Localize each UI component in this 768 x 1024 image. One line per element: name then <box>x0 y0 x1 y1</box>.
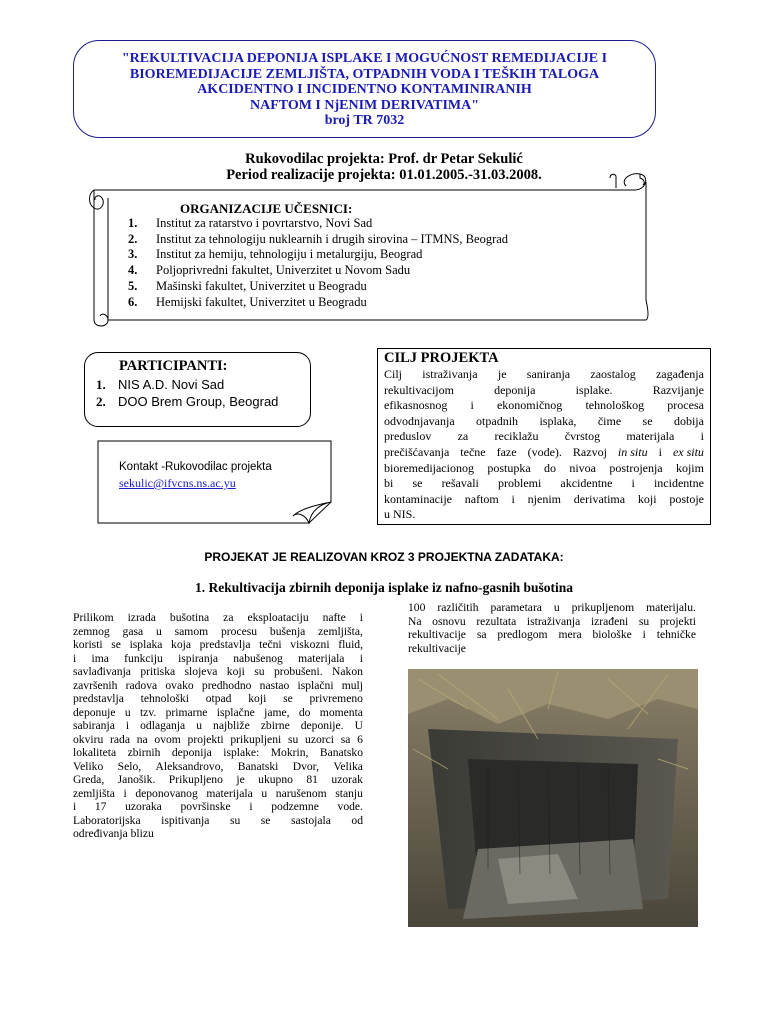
word: predhodno <box>201 678 252 692</box>
word: se <box>412 476 423 491</box>
word: Veliko <box>73 759 104 773</box>
word: isplake. <box>575 382 613 397</box>
word: materijala <box>298 651 345 665</box>
title-line: BIOREMEDIJACIJE ZEMLJIŠTA, OTPADNIH VODA I TEŠKIH TALOGA <box>129 66 600 82</box>
participants-title: PARTICIPANTI: <box>119 358 228 374</box>
word: u <box>553 601 560 614</box>
word: i <box>470 398 474 413</box>
goal-text <box>384 367 704 523</box>
word: koristi <box>73 638 103 651</box>
word: rezultata <box>476 614 517 628</box>
word: ispiranja <box>178 651 218 665</box>
word: njenim <box>527 491 561 506</box>
word: Nakon <box>332 665 363 678</box>
word: rekultivacije <box>408 628 466 641</box>
word: koji <box>248 692 267 705</box>
word: zemnog <box>73 624 110 638</box>
word: Prikupljeno <box>168 773 223 786</box>
word: U <box>354 719 363 732</box>
word: fluid, <box>338 638 363 651</box>
word: otpadnih <box>476 413 519 428</box>
word: različitih <box>437 601 479 614</box>
word: se <box>283 692 293 705</box>
goal-line <box>384 492 704 508</box>
word: prečišćavanja <box>384 444 450 459</box>
word: pritiska <box>140 665 176 678</box>
word: rešavali <box>441 476 479 491</box>
word: postoje <box>669 491 704 506</box>
word: predstavlja <box>199 638 251 651</box>
word: savlađivanja <box>73 665 131 678</box>
word: Banatsko <box>319 746 363 759</box>
word: i <box>249 800 253 813</box>
word: mera <box>558 628 582 641</box>
word: i <box>73 651 77 665</box>
word: lokaliteta <box>73 746 117 759</box>
word: na <box>136 732 148 746</box>
word: za <box>223 611 234 624</box>
word: ukupno <box>258 773 293 786</box>
word: podzemne <box>271 800 319 813</box>
goal-line <box>384 367 704 383</box>
word: i <box>631 476 635 491</box>
word: u <box>124 705 131 719</box>
word: efikasnosnog <box>384 398 448 413</box>
word: kojim <box>675 460 704 475</box>
paragraph-line <box>73 611 363 625</box>
word: osnovu <box>432 614 466 628</box>
word: ovom <box>154 732 181 746</box>
word: reciklažu <box>494 429 539 444</box>
word: Selo, <box>117 759 142 773</box>
right-column-text <box>408 601 696 655</box>
word: nastao <box>259 678 290 692</box>
word: su <box>229 813 241 827</box>
word: materijalu. <box>646 601 696 614</box>
word: uzoraka <box>125 800 162 813</box>
paragraph-line <box>73 652 363 666</box>
word: Cilj <box>384 367 403 381</box>
paragraph-line <box>73 787 363 801</box>
contact-label: Kontakt -Rukovodilac projekta <box>119 461 272 473</box>
title-line: AKCIDENTNO I INCIDENTNO KONTAMINIRANIH <box>197 82 532 98</box>
word: probušeni. <box>273 665 323 678</box>
word: sa <box>476 628 487 641</box>
list-item: 2. Institut za tehnologiju nuklearnih i drugih sirovina – ITMNS, Beograd <box>128 231 509 246</box>
word: tehnološki <box>140 692 189 705</box>
word: zemljišta, <box>318 624 363 638</box>
word: 81 <box>306 773 318 786</box>
word: jame, <box>264 705 290 719</box>
word: čime <box>597 413 622 428</box>
word: koja <box>171 638 191 651</box>
word: mulj <box>341 678 363 692</box>
goal-line <box>384 507 704 523</box>
excavation-photo-image <box>408 669 698 927</box>
word: bi <box>384 476 394 491</box>
paragraph-line <box>73 625 363 639</box>
word: čvrstog <box>564 429 601 444</box>
word: isplačni <box>297 678 334 692</box>
word: Razvijanje <box>652 382 704 397</box>
word: zbirnih <box>127 746 161 759</box>
participants-list <box>96 376 278 410</box>
contact-email-link[interactable]: sekulic@ifvcns.ns.ac.yu <box>119 476 236 490</box>
word: rekultivacije <box>408 641 466 655</box>
word: parametara <box>490 601 542 614</box>
section-heading: PROJEKAT JE REALIZOVAN KROZ 3 PROJEKTNA ZADATAKA: <box>204 550 564 564</box>
list-item: 5. Mašinski fakultet, Univerzitet u Beogradu <box>128 278 367 293</box>
word: tzv. <box>139 705 157 719</box>
word: Na <box>408 614 422 628</box>
word: bioremedijacionog <box>384 460 474 475</box>
word: izrada <box>127 611 156 624</box>
word: vode. <box>337 800 363 813</box>
word: problemi <box>497 476 542 491</box>
word: odvodnjavanja <box>384 413 455 428</box>
word: je <box>497 367 507 381</box>
word: uzorci <box>305 732 334 746</box>
goal-line <box>384 445 704 461</box>
word: in situ <box>617 444 648 459</box>
word: kontaminacije <box>384 491 452 506</box>
word: najbliže <box>213 719 250 732</box>
word: tečne <box>460 444 486 459</box>
word: postupka <box>487 460 531 475</box>
word: nabušenog <box>233 651 283 665</box>
word: i <box>511 491 515 506</box>
word: do <box>298 705 311 719</box>
word: incidentne <box>653 476 704 491</box>
word: prikupljeni <box>230 732 282 746</box>
word: isplaka, <box>539 413 577 428</box>
word: sabiranja <box>73 719 115 732</box>
word: predstavlja <box>73 692 124 705</box>
word: projekti <box>659 614 696 628</box>
word: Dvor, <box>292 759 319 773</box>
word: za <box>457 429 469 444</box>
word: zbirne <box>260 719 290 732</box>
goal-line <box>384 429 704 445</box>
word: materijala <box>206 786 253 800</box>
word: naftom <box>464 491 499 506</box>
word: saniranja <box>526 367 571 381</box>
word: se <box>260 813 271 827</box>
word: ekonomičnog <box>496 398 563 413</box>
word: i <box>359 651 363 665</box>
word: zemljišta <box>73 786 115 800</box>
word: prikupljenom <box>571 601 635 614</box>
word: istraživanja <box>422 367 478 381</box>
word: i <box>123 786 127 800</box>
word: isplake: <box>223 746 260 759</box>
project-period: Period realizacije projekta: 01.01.2005.-31.03.2008. <box>226 167 542 183</box>
project-number: broj TR 7032 <box>324 113 405 129</box>
paragraph-line <box>73 814 363 828</box>
word: su <box>254 665 265 678</box>
word: i <box>73 800 77 813</box>
word: sastojala <box>290 813 331 827</box>
goal-line <box>384 383 704 399</box>
word: projekti <box>187 732 224 746</box>
word: viskozni <box>290 638 330 651</box>
list-item: 6. Hemijski fakultet, Univerzitet u Beogradu <box>128 294 367 309</box>
word: se <box>111 638 121 651</box>
word: momenta <box>319 705 363 719</box>
word: u NIS. <box>384 507 416 522</box>
list-item: 1. Institut za ratarstvo i povrtarstvo, Novi Sad <box>128 216 373 230</box>
word: zaostalog <box>590 367 636 381</box>
word: faze <box>496 444 517 459</box>
word: zagađenja <box>655 367 704 381</box>
goal-line <box>384 414 704 430</box>
word: isplačne <box>216 705 255 719</box>
word: koji <box>226 665 245 678</box>
word: istraživanja <box>526 614 581 628</box>
word: postrojenja <box>609 460 663 475</box>
word: bušenja <box>269 624 306 638</box>
word: Laboratorijska <box>73 813 141 827</box>
word: materijala <box>626 429 675 444</box>
word: izrađeni <box>590 614 629 628</box>
word: otpad <box>205 692 232 705</box>
paragraph-line <box>408 628 696 642</box>
word: završenih <box>73 678 118 692</box>
word: i <box>125 719 130 732</box>
word: određivanja blizu <box>73 827 154 840</box>
word: bušotina <box>169 611 210 624</box>
word: privremeno <box>309 692 363 705</box>
word: deponuje <box>73 705 116 719</box>
word: i <box>642 628 646 641</box>
word: koji <box>637 491 657 506</box>
list-item: 1. NIS A.D. Novi Sad <box>96 377 225 392</box>
paragraph-line <box>73 665 363 679</box>
word: nafte <box>322 611 346 624</box>
goal-line <box>384 461 704 477</box>
word: od <box>351 813 363 827</box>
list-item: 2. DOO Brem Group, Beograd <box>96 394 279 409</box>
word: površinske <box>180 800 231 813</box>
word: Greda, <box>73 773 105 786</box>
word: u <box>261 786 268 800</box>
word: isplaka <box>129 638 163 651</box>
word: Aleksandrovo, <box>155 759 224 773</box>
paragraph-line <box>73 746 363 760</box>
excavation-photo <box>408 669 698 927</box>
word: Velika <box>333 759 363 773</box>
word: i <box>658 444 662 459</box>
word: deponija <box>494 382 536 397</box>
task1-heading: 1. Rekultivacija zbirnih deponija isplake iz nafno-gasnih bušotina <box>194 580 574 595</box>
paragraph-line <box>73 679 363 693</box>
word: u <box>156 624 162 638</box>
left-column-text <box>73 611 363 841</box>
word: rekultivacijom <box>384 382 454 397</box>
word: je <box>236 773 245 786</box>
word: su <box>638 614 650 628</box>
word: radova <box>125 678 158 692</box>
word: procesa <box>667 398 704 413</box>
word: dobija <box>673 413 704 428</box>
word: derivatima <box>573 491 626 506</box>
word: ima <box>91 651 109 665</box>
word: samom <box>174 624 209 638</box>
word: primarne <box>165 705 208 719</box>
paragraph-line <box>73 733 363 747</box>
word: nivoa <box>569 460 596 475</box>
list-item: 3. Institut za hemiju, tehnologiju i metalurgiju, Beograd <box>128 247 423 262</box>
word: akcidentne <box>560 476 613 491</box>
word: Razvoj <box>572 444 607 459</box>
word: ispitivanja <box>161 813 210 827</box>
paragraph-line <box>408 601 696 615</box>
paragraph-line <box>73 773 363 787</box>
word: deponije. <box>300 719 344 732</box>
title-line: NAFTOM I NjENIM DERIVATIMA" <box>249 97 480 113</box>
list-item: 4. Poljoprivredni fakultet, Univerzitet u Novom Sadu <box>128 263 411 278</box>
word: Banatski <box>237 759 279 773</box>
word: Janošik. <box>117 773 156 786</box>
paragraph-line <box>73 827 363 841</box>
word: deponija <box>171 746 212 759</box>
word: u <box>196 719 203 732</box>
word: se <box>642 413 653 428</box>
word: sa <box>340 732 351 746</box>
word: 17 <box>94 800 107 813</box>
word: gasa <box>122 624 144 638</box>
organizations-title: ORGANIZACIJE UČESNICI: <box>180 201 353 216</box>
word: uzorak <box>331 773 363 786</box>
word: odlaganja <box>140 719 186 732</box>
word: funkciju <box>124 651 163 665</box>
organizations-list <box>128 216 508 310</box>
word: stanju <box>335 786 363 800</box>
title-box <box>73 40 656 138</box>
word: i <box>359 611 363 624</box>
paragraph-line <box>73 706 363 720</box>
word: rada <box>110 732 130 746</box>
word: tečni <box>259 638 282 651</box>
project-title <box>74 51 655 129</box>
paragraph-line <box>73 692 363 706</box>
goal-line <box>384 398 704 414</box>
paragraph-line <box>408 642 696 656</box>
paragraph-line <box>73 719 363 733</box>
word: i <box>700 429 704 444</box>
word: slojeva <box>184 665 218 678</box>
word: okviru <box>73 732 104 746</box>
word: biološke <box>592 628 632 641</box>
word: procesu <box>220 624 258 638</box>
word: preduslov <box>384 429 432 444</box>
word: narušenom <box>275 786 327 800</box>
project-leader: Rukovodilac projekta: Prof. dr Petar Sekulić <box>245 151 523 167</box>
word: 6 <box>357 732 363 746</box>
title-line: "REKULTIVACIJA DEPONIJA ISPLAKE I MOGUĆNOST REMEDIJACIJE I <box>121 51 608 66</box>
paragraph-line <box>73 638 363 652</box>
word: tehničke <box>656 628 696 641</box>
word: eksploataciju <box>247 611 309 624</box>
word: deponovanog <box>135 786 198 800</box>
word: Mokrin, <box>270 746 309 759</box>
paragraph-line <box>408 615 696 629</box>
word: do <box>543 460 556 475</box>
word: Prilikom <box>73 611 114 624</box>
word: predlogom <box>497 628 548 641</box>
goal-title: CILJ PROJEKTA <box>384 350 499 366</box>
word: su <box>287 732 299 746</box>
word: (vode). <box>527 444 562 459</box>
word: ovako <box>165 678 194 692</box>
word: 100 <box>408 601 426 614</box>
word: tehnološkog <box>585 398 645 413</box>
word: ex situ <box>672 444 704 459</box>
paragraph-line <box>73 760 363 774</box>
goal-line <box>384 476 704 492</box>
paragraph-line <box>73 800 363 814</box>
